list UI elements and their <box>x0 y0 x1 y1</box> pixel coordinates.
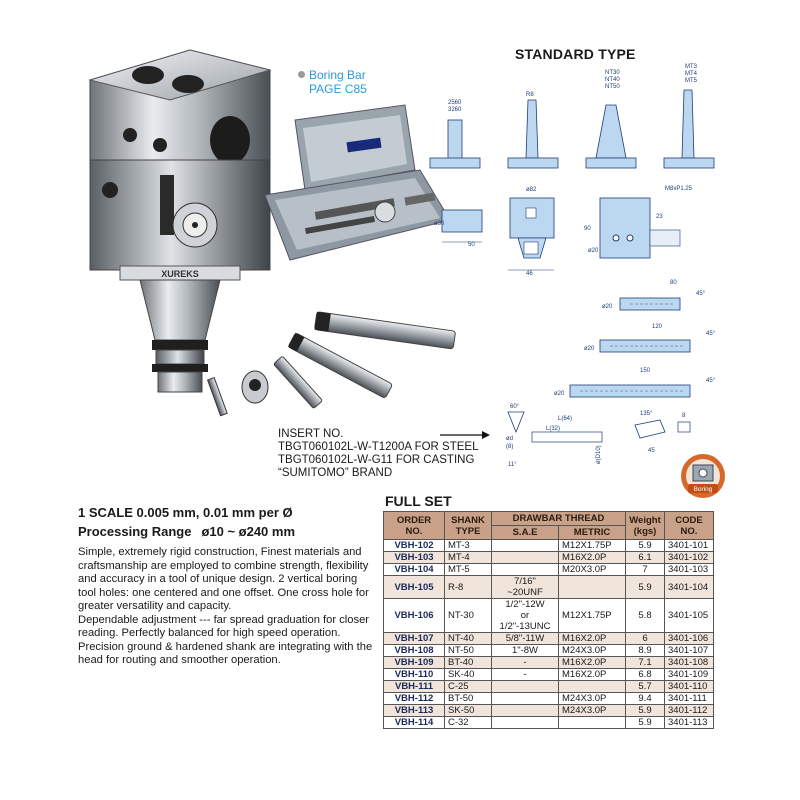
boring-bar-80-drawing <box>602 280 706 310</box>
cell-order: VBH-110 <box>384 669 445 681</box>
cell-order: VBH-102 <box>384 540 445 552</box>
angle-11: 11° <box>508 462 517 468</box>
range-label: Processing Range <box>78 524 192 539</box>
description <box>78 546 373 668</box>
shank-straight-drawing <box>430 100 480 168</box>
cell-order: VBH-103 <box>384 552 445 564</box>
cell-metric: M24X3.0P <box>559 693 626 705</box>
cell-weight: 5.9 <box>626 705 665 717</box>
dim-l64: L(64) <box>558 416 573 422</box>
boring-bar-150-drawing <box>554 368 716 397</box>
cell-shank: BT-50 <box>445 693 492 705</box>
shank-r8-drawing <box>508 92 558 168</box>
cell-sae: - <box>492 669 559 681</box>
table-row <box>384 705 714 717</box>
cell-sae <box>492 564 559 576</box>
shank1-label-b: 3260 <box>448 107 462 113</box>
cell-weight: 6.8 <box>626 669 665 681</box>
cell-code: 3401-109 <box>665 669 714 681</box>
boring-badge-icon <box>680 453 726 499</box>
cell-sae <box>492 552 559 564</box>
cell-metric: M24X3.0P <box>559 705 626 717</box>
cell-order: VBH-105 <box>384 576 445 599</box>
cell-order: VBH-108 <box>384 645 445 657</box>
description-para-1: Simple, extremely rigid construction, Finest materials and craftsmanship are employed to combine strength, flexibility and accuracy in a tool of unique design. 2 vertical boring tool holes: one centered and one offset. One cross hole for greater versatility and capacity. <box>78 546 369 612</box>
cell-sae: - <box>492 657 559 669</box>
insert-title: INSERT NO. <box>278 428 344 440</box>
insert-line-brand: “SUMITOMO” BRAND <box>278 467 393 479</box>
table-row <box>384 633 714 645</box>
cell-metric: M12X1.75P <box>559 599 626 633</box>
cell-sae <box>492 717 559 729</box>
cell-order: VBH-109 <box>384 657 445 669</box>
cell-code: 3401-101 <box>665 540 714 552</box>
processing-range <box>78 524 295 539</box>
cell-weight: 7 <box>626 564 665 576</box>
angle-135: 135° <box>640 411 653 417</box>
cell-weight: 5.9 <box>626 717 665 729</box>
angle-60: 60° <box>510 404 520 410</box>
boring-bar-link[interactable] <box>298 68 367 96</box>
cell-code: 3401-103 <box>665 564 714 576</box>
dim-90: 90 <box>584 226 591 232</box>
cell-shank: NT-50 <box>445 645 492 657</box>
cell-sae <box>492 540 559 552</box>
table-row <box>384 552 714 564</box>
shank2-label: R8 <box>526 92 534 98</box>
insert-detail-drawing <box>506 404 602 468</box>
shank1-label-a: 2560 <box>448 100 462 106</box>
range-value: ø10 ~ ø240 mm <box>201 524 296 539</box>
bar-120-dia: ø20 <box>584 346 595 352</box>
cell-shank: R-8 <box>445 576 492 599</box>
cell-order: VBH-106 <box>384 599 445 633</box>
shank3-label-b: NT40 <box>605 77 620 83</box>
tool-holder-drawing <box>434 210 482 248</box>
cell-metric: M16X2.0P <box>559 669 626 681</box>
dim-20: ø20 <box>588 248 599 254</box>
cell-weight: 6.1 <box>626 552 665 564</box>
phi-d8: (8) <box>506 444 514 450</box>
cell-code: 3401-110 <box>665 681 714 693</box>
cell-metric <box>559 717 626 729</box>
cell-metric: M20X3.0P <box>559 564 626 576</box>
header-drawbar: DRAWBAR THREAD <box>492 512 626 526</box>
table-row <box>384 564 714 576</box>
dim-23: 23 <box>656 214 663 220</box>
header-order: ORDER NO. <box>384 512 445 540</box>
dim-l32: L(32) <box>546 426 561 432</box>
table-row <box>384 657 714 669</box>
standard-type-title: STANDARD TYPE <box>515 46 636 62</box>
cell-weight: 5.9 <box>626 540 665 552</box>
cell-code: 3401-107 <box>665 645 714 657</box>
header-weight: Weight (kgs) <box>626 512 665 540</box>
badge-label: Boring <box>693 486 713 493</box>
cell-weight: 7.1 <box>626 657 665 669</box>
cell-order: VBH-112 <box>384 693 445 705</box>
thread-label: M8xP1.25 <box>665 186 693 192</box>
header-shank: SHANK TYPE <box>445 512 492 540</box>
boring-bar-label: Boring Bar <box>309 68 366 82</box>
bullet-icon <box>298 71 305 78</box>
table-row <box>384 576 714 599</box>
cell-code: 3401-113 <box>665 717 714 729</box>
cell-weight: 5.8 <box>626 599 665 633</box>
shank-mt-drawing <box>664 64 714 168</box>
cell-metric <box>559 681 626 693</box>
table-body <box>384 540 714 729</box>
cell-metric: M12X1.75P <box>559 540 626 552</box>
dim-8: 8 <box>682 413 686 419</box>
full-set-table <box>383 511 714 729</box>
bar-120-dim: 120 <box>652 324 663 330</box>
dim-45: 45 <box>648 448 655 454</box>
brand-mark: XUREKS <box>161 269 199 279</box>
insert-line-casting: TBGT060102L-W-G11 FOR CASTING <box>278 454 475 466</box>
table-row <box>384 717 714 729</box>
cell-code: 3401-112 <box>665 705 714 717</box>
table-row <box>384 693 714 705</box>
shank-nt-drawing <box>586 70 636 168</box>
shank3-label-a: NT30 <box>605 70 620 76</box>
cell-sae <box>492 693 559 705</box>
cell-shank: C-25 <box>445 681 492 693</box>
table-row <box>384 681 714 693</box>
cell-shank: MT-3 <box>445 540 492 552</box>
cell-code: 3401-106 <box>665 633 714 645</box>
cell-sae <box>492 705 559 717</box>
cell-shank: NT-30 <box>445 599 492 633</box>
cell-order: VBH-111 <box>384 681 445 693</box>
bar-120-angle: 45° <box>706 331 716 337</box>
cell-sae: 1"-8W <box>492 645 559 657</box>
head-front-drawing <box>508 187 554 277</box>
phi-d: ød <box>506 436 514 442</box>
description-para-2: Dependable adjustment --- far spread graduation for closer reading. Perfectly balanced for high speed operation. <box>78 613 370 639</box>
cell-shank: MT-4 <box>445 552 492 564</box>
bar-150-dim: 150 <box>640 368 651 374</box>
dim-30: ø30 <box>434 221 445 227</box>
shank4-label-a: MT3 <box>685 64 697 70</box>
cell-shank: NT-40 <box>445 633 492 645</box>
dim-46: 46 <box>526 271 533 277</box>
bar-150-angle: 45° <box>706 378 716 384</box>
table-row <box>384 669 714 681</box>
header-sae: S.A.E <box>492 526 559 540</box>
insert-line-steel: TBGT060102L-W-T1200A FOR STEEL <box>278 441 479 453</box>
cell-shank: C-32 <box>445 717 492 729</box>
shank3-label-c: NT50 <box>605 84 620 90</box>
cell-order: VBH-107 <box>384 633 445 645</box>
cell-metric: M16X2.0P <box>559 657 626 669</box>
dim-82: ø82 <box>526 187 537 193</box>
bar-80-angle: 45° <box>696 291 706 297</box>
cell-weight: 9.4 <box>626 693 665 705</box>
dim-phi-d10: ø(D10) <box>596 445 602 464</box>
bar-80-dim: 80 <box>670 280 677 286</box>
header-code: CODE NO. <box>665 512 714 540</box>
boring-bar-120-drawing <box>584 324 716 352</box>
table-row <box>384 540 714 552</box>
cell-weight: 5.9 <box>626 576 665 599</box>
scale-spec: 1 SCALE 0.005 mm, 0.01 mm per Ø <box>78 505 293 520</box>
full-set-title: FULL SET <box>385 493 452 509</box>
boring-bar-page: PAGE C85 <box>309 82 367 96</box>
dim-50: 50 <box>468 242 475 248</box>
cell-metric: M16X2.0P <box>559 633 626 645</box>
cell-code: 3401-105 <box>665 599 714 633</box>
cell-code: 3401-104 <box>665 576 714 599</box>
technical-drawings <box>420 60 750 470</box>
cell-order: VBH-114 <box>384 717 445 729</box>
shank4-label-b: MT4 <box>685 71 697 77</box>
cell-sae: 1/2"-12W or 1/2"-13UNC <box>492 599 559 633</box>
cutter-detail-drawing <box>635 411 690 454</box>
head-side-drawing <box>584 186 693 258</box>
table-row <box>384 599 714 633</box>
cell-weight: 5.7 <box>626 681 665 693</box>
arrow-right-icon <box>440 428 490 442</box>
cell-shank: SK-40 <box>445 669 492 681</box>
cell-weight: 6 <box>626 633 665 645</box>
cell-metric: M16X2.0P <box>559 552 626 564</box>
cell-code: 3401-102 <box>665 552 714 564</box>
cell-sae <box>492 681 559 693</box>
cell-order: VBH-113 <box>384 705 445 717</box>
cell-code: 3401-108 <box>665 657 714 669</box>
cell-sae: 7/16" ~20UNF <box>492 576 559 599</box>
cell-code: 3401-111 <box>665 693 714 705</box>
cell-shank: BT-40 <box>445 657 492 669</box>
shank4-label-c: MT5 <box>685 78 697 84</box>
cell-metric: M24X3.0P <box>559 645 626 657</box>
cell-shank: SK-50 <box>445 705 492 717</box>
bar-80-dia: ø20 <box>602 304 613 310</box>
table-row <box>384 645 714 657</box>
cell-metric <box>559 576 626 599</box>
cell-order: VBH-104 <box>384 564 445 576</box>
cell-weight: 8.9 <box>626 645 665 657</box>
cell-shank: MT-5 <box>445 564 492 576</box>
bar-150-dia: ø20 <box>554 391 565 397</box>
description-para-3: Precision ground & hardened shank are integrating with the head for routing and smoother operation. <box>78 640 373 666</box>
header-metric: METRIC <box>559 526 626 540</box>
cell-sae: 5/8"-11W <box>492 633 559 645</box>
